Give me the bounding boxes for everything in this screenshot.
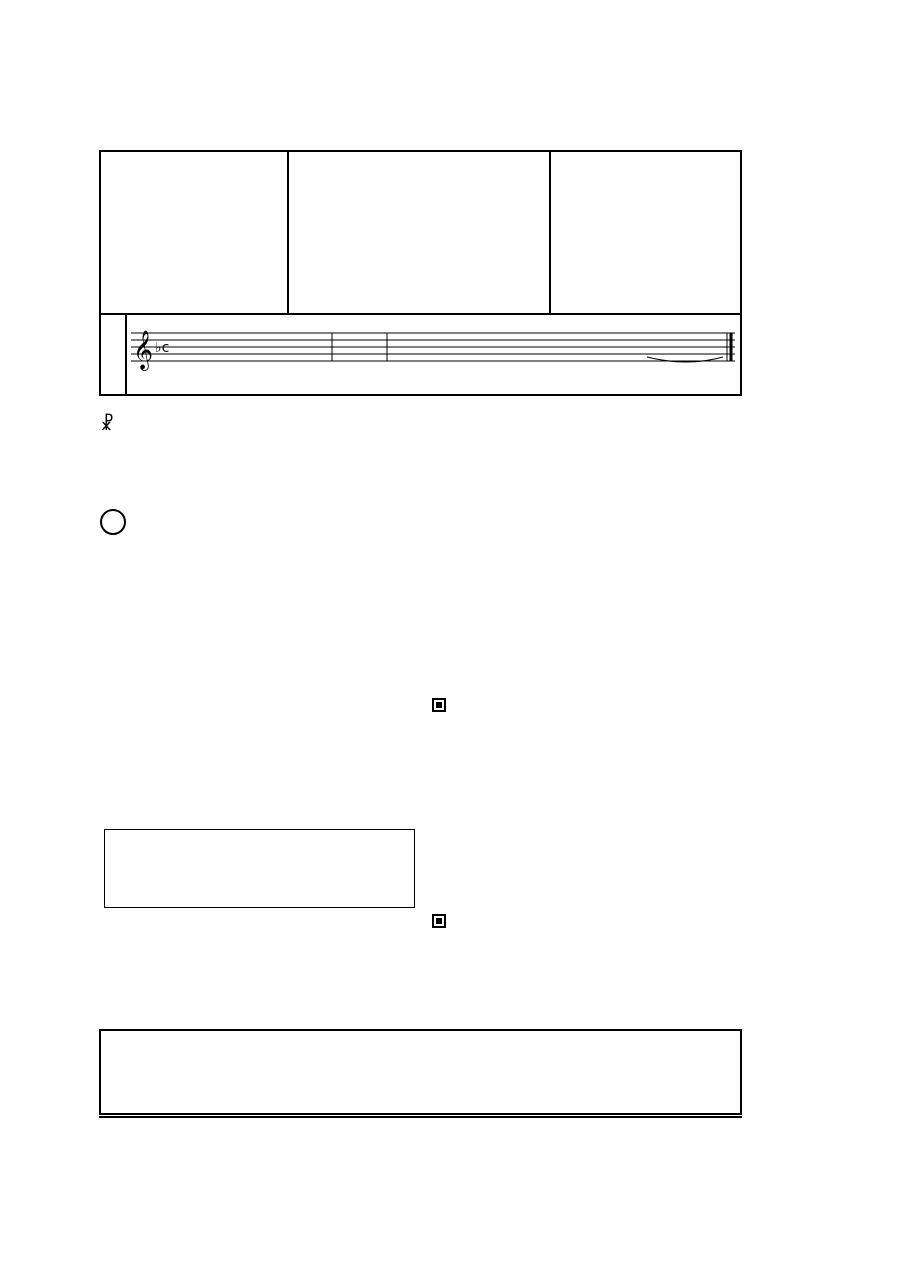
treble-clef-icon: 𝄞 [133,330,154,370]
feast-title [100,509,132,535]
offering-title-wrap [432,910,446,931]
sunday-title [100,414,114,435]
psalm-box [99,313,742,396]
church-info [289,152,549,313]
psalm-label [101,315,127,394]
mass-times [101,152,287,313]
header-box [99,150,742,315]
divider [549,152,551,313]
svg-text:♭c: ♭c [155,340,170,356]
laurel-badge-icon [100,509,126,535]
ads-box [99,1029,742,1115]
office-phone [289,229,549,243]
ministers-title-wrap [432,694,446,715]
music-staff [127,319,739,375]
calendar-icon [432,914,446,928]
chi-rho-icon: ☧ [100,414,115,435]
seminary-box [104,829,415,908]
ads-bottom-rule [99,1116,742,1118]
calendar-icon [432,698,446,712]
